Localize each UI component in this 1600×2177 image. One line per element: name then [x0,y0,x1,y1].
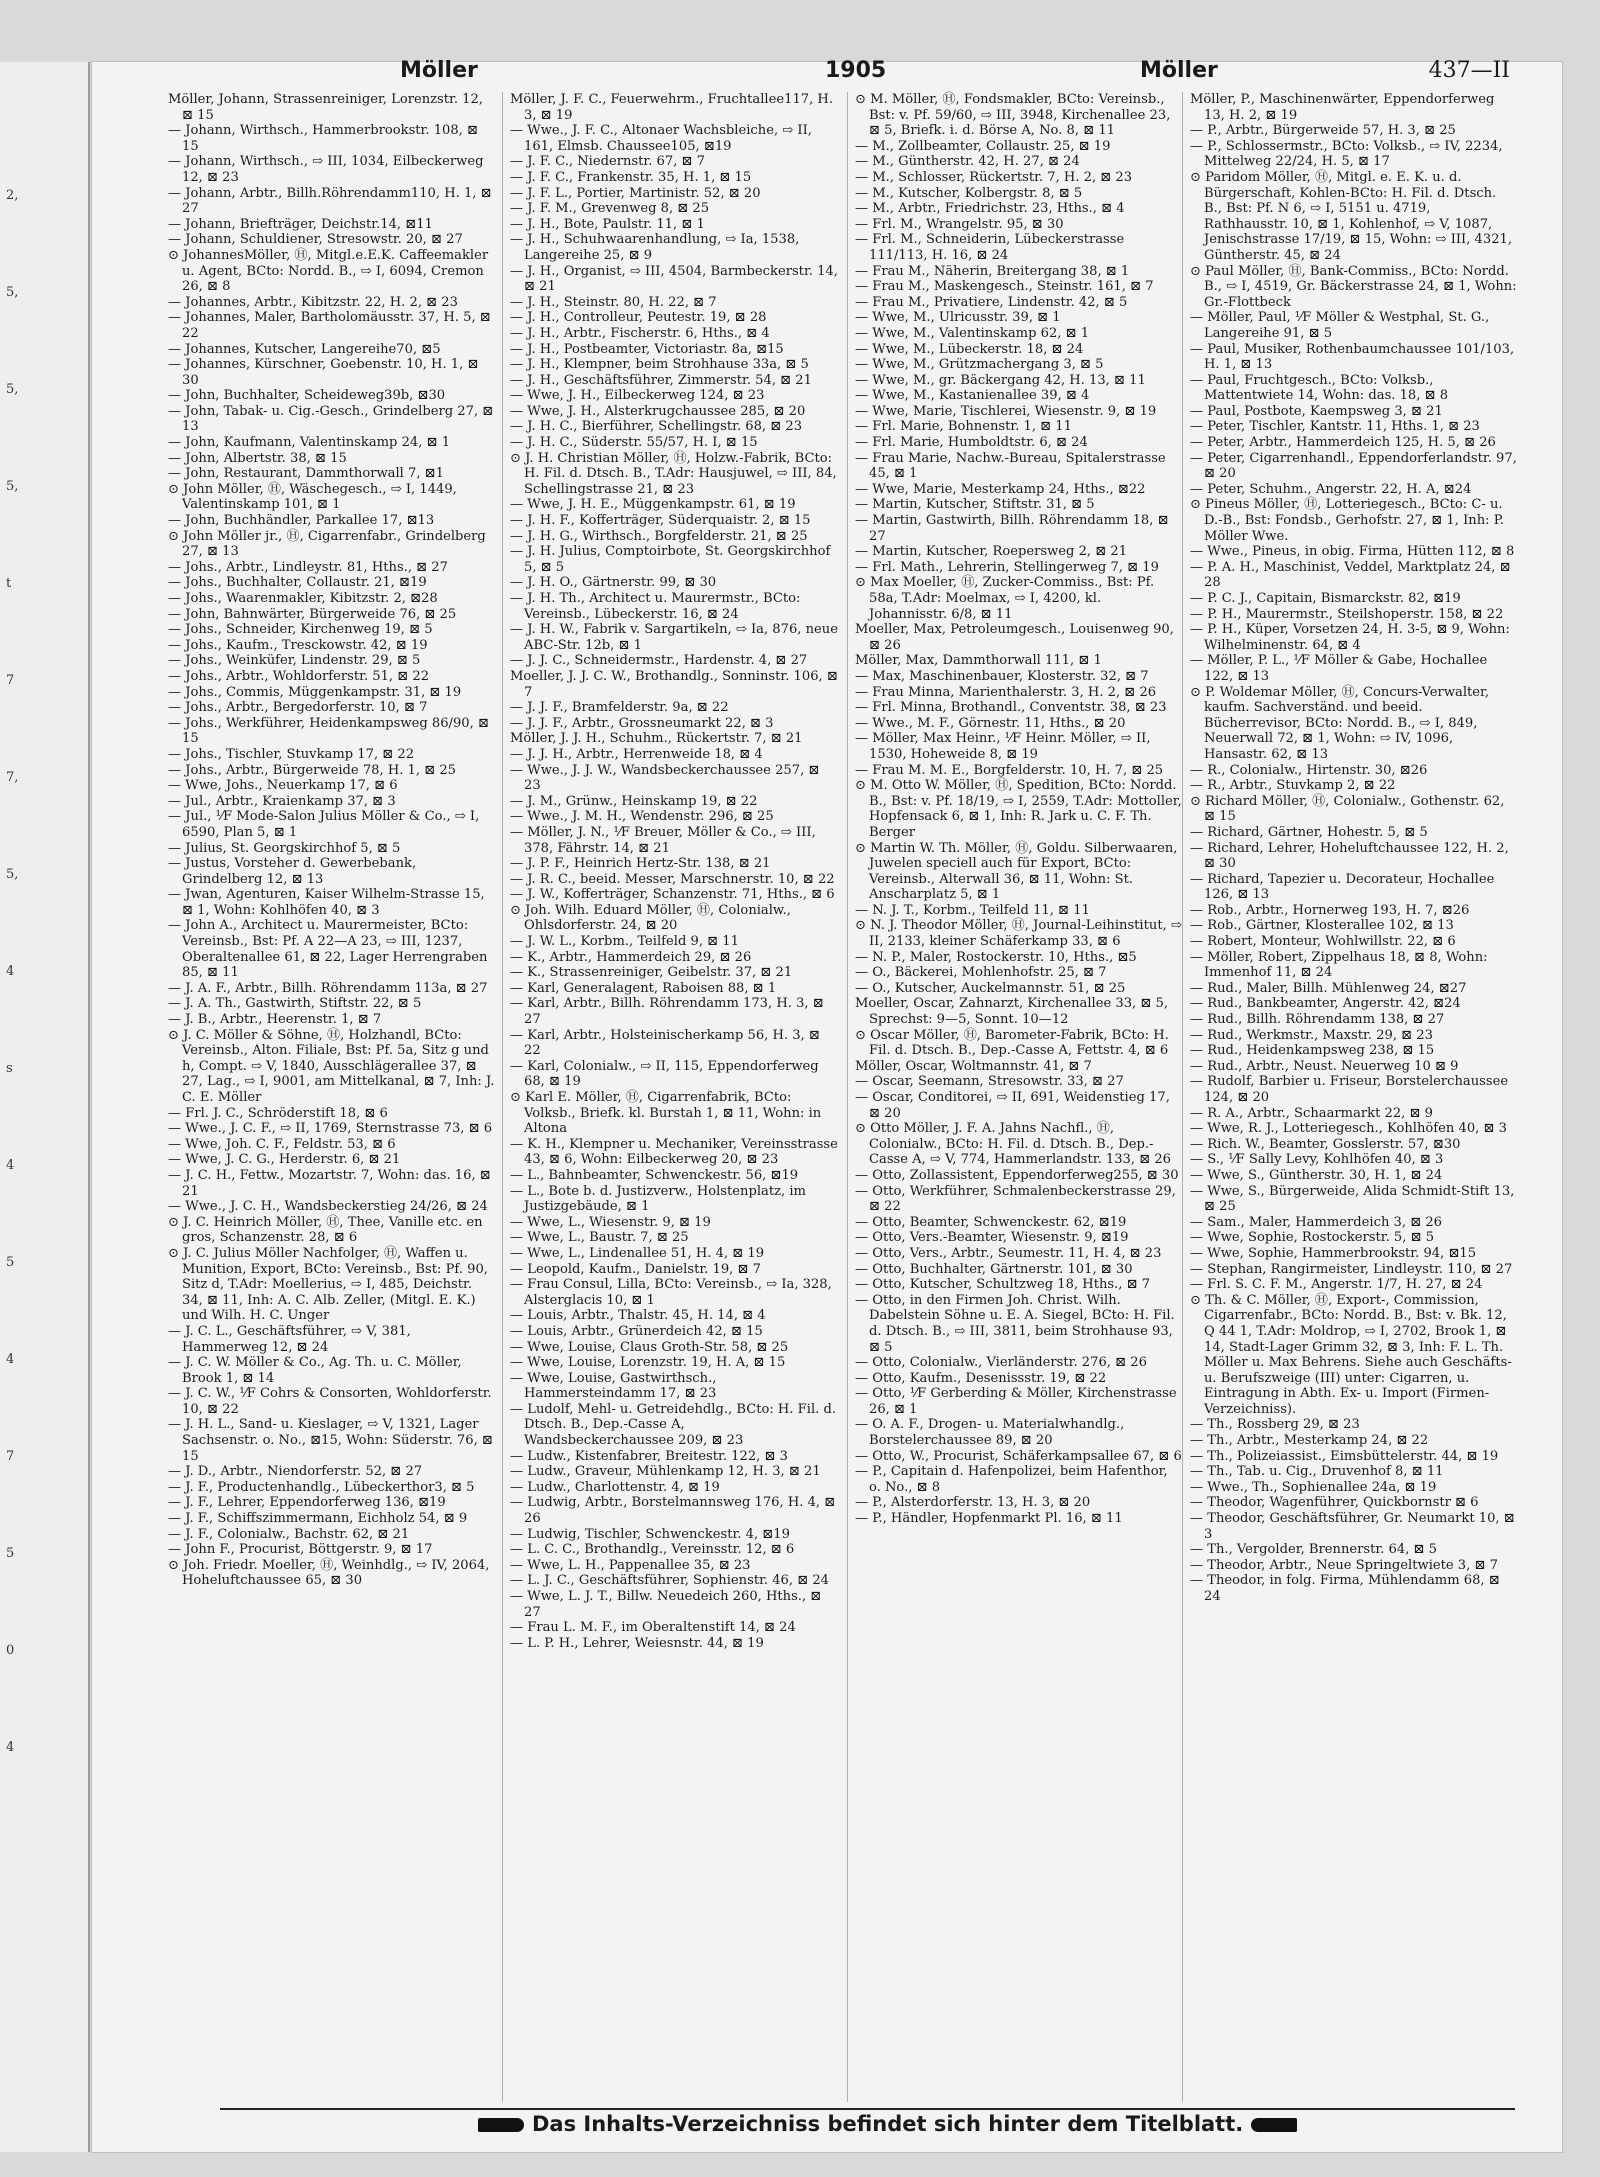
directory-entry: — Wwe, M., gr. Bäckergang 42, H. 13, ⊠ 11 [855,372,1146,388]
directory-entry: — John A., Architect u. Maurermeister, BCto: Vereinsb., Bst: Pf. A 22—A 23, ⇨ III, 1237, Oberaltenallee 61, ⊠ 22, Lager Herrengraben 85, ⊠ 11 [168,918,488,981]
directory-entry: — Th., Polizeiassist., Eimsbüttelerstr. 44, ⊠ 19 [1190,1448,1499,1464]
directory-entry: — Oscar, Conditorei, ⇨ II, 691, Weidenstieg 17, ⊠ 20 [855,1090,1170,1121]
directory-entry: — Frau Minna, Marienthalerstr. 3, H. 2, ⊠ 26 [855,684,1157,700]
directory-entry: — Rud., Heidenkampsweg 238, ⊠ 15 [1190,1043,1435,1059]
directory-entry: — Ludw., Graveur, Mühlenkamp 12, H. 3, ⊠ 21 [510,1464,821,1480]
directory-entry: — Johs., Commis, Müggenkampstr. 31, ⊠ 19 [168,684,462,700]
directory-entry: — Johs., Arbtr., Bürgerweide 78, H. 1, ⊠ 25 [168,762,457,778]
directory-entry: — N. P., Maler, Rostockerstr. 10, Hths., ⊠5 [855,949,1137,965]
directory-entry: — Möller, Max Heinr., ⅟F Heinr. Möller, ⇨ II, 1530, Hoheweide 8, ⊠ 19 [855,731,1151,762]
directory-entry: — J. C. W., ⅟F Cohrs & Consorten, Wohldorferstr. 10, ⊠ 22 [168,1386,492,1417]
directory-entry: — P. H., Küper, Vorsetzen 24, H. 3-5, ⊠ 9, Wohn: Wilhelminenstr. 64, ⊠ 4 [1190,622,1510,653]
directory-entry: — Rudolf, Barbier u. Friseur, Borstelerchaussee 124, ⊠ 20 [1190,1074,1509,1105]
directory-entry: — P., Alsterdorferstr. 13, H. 3, ⊠ 20 [855,1495,1091,1511]
directory-entry: — Martin, Kutscher, Roepersweg 2, ⊠ 21 [855,544,1128,560]
directory-entry: — Frl. J. C., Schröderstift 18, ⊠ 6 [168,1105,388,1121]
directory-entry: ⊙ Oscar Möller, Ⓗ, Barometer-Fabrik, BCto: H. Fil. d. Dtsch. B., Dep.-Casse A, Fettstr. 4, ⊠ 6 [855,1027,1169,1059]
directory-entry: — Karl, Arbtr., Billh. Röhrendamm 173, H. 3, ⊠ 27 [510,996,824,1028]
directory-entry: — Richard, Gärtner, Hohestr. 5, ⊠ 5 [1190,824,1428,840]
directory-entry: — John, Kaufmann, Valentinskamp 24, ⊠ 1 [168,435,451,451]
directory-entry: — J. H. Th., Architect u. Maurermstr., BCto: Vereinsb., Lübeckerstr. 16, ⊠ 24 [510,591,801,622]
directory-entry: — John F., Procurist, Böttgerstr. 9, ⊠ 17 [168,1542,433,1558]
directory-entry: — J. H. C., Bierführer, Schellingstr. 68, ⊠ 23 [510,419,803,435]
margin-fragment: 5, [6,867,19,882]
directory-entry: — Johs., Arbtr., Wohldorferstr. 51, ⊠ 22 [168,668,430,684]
directory-entry: ⊙ John Möller jr., Ⓗ, Cigarrenfabr., Grindelberg 27, ⊠ 13 [168,528,486,560]
directory-entry: — J. W. L., Korbm., Teilfeld 9, ⊠ 11 [510,934,739,950]
directory-entry: — Ludwig, Tischler, Schwenckestr. 4, ⊠19 [510,1526,790,1542]
directory-entry: — Wwe, M., Kastanienallee 39, ⊠ 4 [855,388,1090,404]
directory-entry: — Wwe, S., Güntherstr. 30, H. 1, ⊠ 24 [1190,1167,1443,1183]
directory-entry: — J. A. F., Arbtr., Billh. Röhrendamm 113a, ⊠ 27 [168,980,488,996]
directory-entry: — Wwe, M., Lübeckerstr. 18, ⊠ 24 [855,341,1084,357]
directory-entry: — John, Buchhalter, Scheideweg39b, ⊠30 [168,388,446,404]
margin-fragment: 4 [6,1740,15,1755]
directory-entry: — Jul., Arbtr., Kraienkamp 37, ⊠ 3 [168,793,396,809]
directory-entry: — Richard, Lehrer, Hoheluftchaussee 122, H. 2, ⊠ 30 [1190,840,1509,872]
directory-entry: — Möller, J. N., ⅟F Breuer, Möller & Co., ⇨ III, 378, Fährstr. 14, ⊠ 21 [510,824,816,856]
directory-entry: ⊙ JohannesMöller, Ⓗ, Mitgl.e.E.K. Caffeemakler u. Agent, BCto: Nordd. B., ⇨ I, 6094, Cremon 26, ⊠ 8 [168,247,489,295]
directory-entry: — J. F. M., Grevenweg 8, ⊠ 25 [510,201,710,217]
directory-entry: — J. J. F., Bramfelderstr. 9a, ⊠ 22 [510,700,729,716]
page-number: 437—II [1428,58,1510,83]
directory-entry: — J. H., Controlleur, Peutestr. 19, ⊠ 28 [510,310,767,326]
directory-entry: — Otto, Colonialw., Vierländerstr. 276, ⊠ 26 [855,1355,1147,1371]
directory-entry: — Wwe., J. F. C., Altonaer Wachsbleiche, ⇨ II, 161, Elmsb. Chaussee105, ⊠19 [510,123,812,154]
directory-entry: — J. H., Postbeamter, Victoriastr. 8a, ⊠15 [510,341,784,357]
directory-entry: — J. F. L., Portier, Martinistr. 52, ⊠ 20 [510,185,761,201]
margin-fragment: 5 [6,1255,15,1270]
footer-rule [220,2108,1515,2110]
directory-entry: — Peter, Arbtr., Hammerdeich 125, H. 5, ⊠ 26 [1190,435,1496,451]
margin-fragment: 7 [6,1449,15,1464]
directory-entry: — Ludwig, Arbtr., Borstelmannsweg 176, H. 4, ⊠ 26 [510,1495,836,1527]
directory-entry: Möller, J. J. H., Schuhm., Rückertstr. 7, ⊠ 21 [510,731,803,747]
directory-entry: — Johannes, Maler, Bartholomäusstr. 37, H. 5, ⊠ 22 [168,310,491,341]
directory-entry: — Frl. Marie, Humboldtstr. 6, ⊠ 24 [855,435,1088,451]
directory-entry: ⊙ Paridom Möller, Ⓗ, Mitgl. e. E. K. u. d. Bürgerschaft, Kohlen-BCto: H. Fil. d. Dtsch. B., Bst: Pf. N 6, ⇨ I, 5151 u. 4719, Rathhausstr. 10, ⊠ 1, Kohlenhof, ⇨ V, 1087, Jenischstrasse 17/19, ⊠ 15, Wohn: ⇨ III, 4321, Güntherstr. 45, ⊠ 24 [1190,169,1513,263]
directory-entry: — K. H., Klempner u. Mechaniker, Vereinsstrasse 43, ⊠ 6, Wohn: Eilbeckerweg 20, ⊠ 23 [510,1136,838,1168]
directory-entry: — Johs., Arbtr., Bergedorferstr. 10, ⊠ 7 [168,700,428,716]
margin-fragment: 5, [6,382,19,397]
directory-entry: — Richard, Tapezier u. Decorateur, Hochallee 126, ⊠ 13 [1190,871,1495,903]
footer-note [470,2112,1305,2136]
directory-entry: — Wwe, L. H., Pappenallee 35, ⊠ 23 [510,1557,751,1573]
directory-entry: — Karl, Arbtr., Holsteinischerkamp 56, H. 3, ⊠ 22 [510,1027,820,1059]
directory-entry: ⊙ J. H. Christian Möller, Ⓗ, Holzw.-Fabrik, BCto: H. Fil. d. Dtsch. B., T.Adr: Hausjuwel, ⇨ III, 84, Schellingstrasse 21, ⊠ 23 [510,450,837,497]
directory-entry: — Julius, St. Georgskirchhof 5, ⊠ 5 [168,840,401,856]
directory-entry: — R., Arbtr., Stuvkamp 2, ⊠ 22 [1190,778,1396,794]
directory-entry: — Rud., Maler, Billh. Mühlenweg 24, ⊠27 [1190,980,1467,996]
footer-text: Das Inhalts-Verzeichniss befindet sich hinter dem Titelblatt. [532,2112,1244,2136]
directory-entry: — Otto, Kaufm., Desenissstr. 19, ⊠ 22 [855,1370,1107,1386]
directory-entry: — Johann, Schuldiener, Stresowstr. 20, ⊠ 27 [168,232,463,248]
directory-entry: — Martin, Gastwirth, Billh. Röhrendamm 18, ⊠ 27 [855,513,1169,544]
directory-entry: Möller, J. F. C., Feuerwehrm., Fruchtallee117, H. 3, ⊠ 19 [510,92,834,123]
directory-entry: — K., Strassenreiniger, Geibelstr. 37, ⊠ 21 [510,965,793,981]
directory-entry: — Johann, Briefträger, Deichstr.14, ⊠11 [168,216,433,232]
directory-entry: — L., Bote b. d. Justizverw., Holstenplatz, im Justizgebäude, ⊠ 1 [510,1183,806,1215]
directory-entry: — L. P. H., Lehrer, Weiesnstr. 44, ⊠ 19 [510,1635,764,1651]
directory-entry: — Karl, Generalagent, Raboisen 88, ⊠ 1 [510,980,777,996]
directory-entry: — Otto, W., Procurist, Schäferkampsallee 67, ⊠ 6 [855,1448,1182,1464]
directory-entry: — Peter, Tischler, Kantstr. 11, Hths. 1, ⊠ 23 [1190,419,1480,435]
directory-entry: — Louis, Arbtr., Thalstr. 45, H. 14, ⊠ 4 [510,1308,766,1324]
directory-entry: — Johannes, Kutscher, Langereihe70, ⊠5 [168,341,441,357]
directory-entry: Moeller, Max, Petroleumgesch., Louisenweg 90, ⊠ 26 [855,622,1174,653]
directory-entry: — Wwe, L., Lindenallee 51, H. 4, ⊠ 19 [510,1245,765,1261]
column-4 [1190,92,1518,1605]
directory-entry: — P., Händler, Hopfenmarkt Pl. 16, ⊠ 11 [855,1511,1123,1527]
directory-entry: ⊙ Joh. Wilh. Eduard Möller, Ⓗ, Colonialw., Ohlsdorferstr. 24, ⊠ 20 [510,902,791,934]
directory-entry: — Wwe, J. H. E., Müggenkampstr. 61, ⊠ 19 [510,497,796,513]
directory-entry: — J. H. F., Kofferträger, Süderquaistr. 2, ⊠ 15 [510,513,811,529]
directory-entry: — L., Bahnbeamter, Schwenckestr. 56, ⊠19 [510,1167,799,1183]
directory-entry: — Wwe, L., Wiesenstr. 9, ⊠ 19 [510,1214,711,1230]
directory-entry: ⊙ Martin W. Th. Möller, Ⓗ, Goldu. Silberwaaren, Juwelen speciell auch für Export, BCto: Vereinsb., Alterwall 36, ⊠ 11, Wohn: St. Anscharplatz 5, ⊠ 1 [855,840,1178,903]
directory-entry: Möller, P., Maschinenwärter, Eppendorferweg 13, H. 2, ⊠ 19 [1190,92,1495,123]
directory-entry: — J. H. W., Fabrik v. Sargartikeln, ⇨ Ia, 876, neue ABC-Str. 12b, ⊠ 1 [510,622,838,653]
directory-entry: — Jwan, Agenturen, Kaiser Wilhelm-Strasse 15, ⊠ 1, Wohn: Kohlhöfen 40, ⊠ 3 [168,887,485,918]
directory-entry: — P. A. H., Maschinist, Veddel, Marktplatz 24, ⊠ 28 [1190,559,1511,591]
directory-entry: — Wwe, Louise, Gastwirthsch., Hammersteindamm 17, ⊠ 23 [510,1370,717,1402]
directory-entry: — P., Arbtr., Bürgerweide 57, H. 3, ⊠ 25 [1190,123,1456,139]
directory-entry: — Otto, Kutscher, Schultzweg 18, Hths., ⊠ 7 [855,1277,1151,1293]
directory-entry: — J. D., Arbtr., Niendorferstr. 52, ⊠ 27 [168,1464,423,1480]
directory-entry: — Frau M., Maskengesch., Steinstr. 161, ⊠ 7 [855,279,1154,295]
directory-entry: ⊙ J. C. Julius Möller Nachfolger, Ⓗ, Waffen u. Munition, Export, BCto: Vereinsb., Bst: Pf. 90, Sitz d, T.Adr: Moellerius, ⇨ I, 485, Deichstr. 34, ⊠ 11, Inh: A. C. Alb. Zeller, (Mitgl. E. K.) und Wilh. H. C. Unger [168,1245,488,1324]
directory-entry: — Ludw., Kistenfabrer, Breitestr. 122, ⊠ 3 [510,1448,788,1464]
directory-entry: — O., Bäckerei, Mohlenhofstr. 25, ⊠ 7 [855,965,1107,981]
directory-entry: ⊙ N. J. Theodor Möller, Ⓗ, Journal-Leihinstitut, ⇨ II, 2133, kleiner Schäferkamp 33, ⊠ 6 [855,918,1182,950]
directory-entry: — P. C. J., Capitain, Bismarckstr. 82, ⊠19 [1190,591,1461,606]
directory-entry: — Frau L. M. F., im Oberaltenstift 14, ⊠ 24 [510,1620,796,1636]
directory-entry: — Johs., Kaufm., Tresckowstr. 42, ⊠ 19 [168,637,428,653]
directory-entry: ⊙ Otto Möller, J. F. A. Jahns Nachfl., Ⓗ, Colonialw., BCto: H. Fil. d. Dtsch. B., Dep.-Casse A, ⇨ V, 774, Hammerlandstr. 133, ⊠ 26 [855,1121,1172,1168]
directory-entry: — Johs., Waarenmakler, Kibitzstr. 2, ⊠28 [168,591,438,606]
directory-entry: — Paul, Musiker, Rothenbaumchaussee 101/103, H. 1, ⊠ 13 [1190,341,1515,373]
header-left: Möller [400,58,478,83]
directory-entry: — M., Schlosser, Rückertstr. 7, H. 2, ⊠ 23 [855,169,1133,185]
directory-entry: — Frl. Math., Lehrerin, Stellingerweg 7, ⊠ 19 [855,559,1159,575]
directory-entry: — Johannes, Arbtr., Kibitzstr. 22, H. 2, ⊠ 23 [168,294,458,310]
directory-entry: — Wwe, Marie, Mesterkamp 24, Hths., ⊠22 [855,481,1146,497]
directory-entry: — J. F. C., Niedernstr. 67, ⊠ 7 [510,154,706,170]
directory-entry: — Frl. Minna, Brothandl., Conventstr. 38, ⊠ 23 [855,700,1167,716]
directory-entry: — Martin, Kutscher, Stiftstr. 31, ⊠ 5 [855,497,1095,513]
directory-entry: — S., ⅟F Sally Levy, Kohlhöfen 40, ⊠ 3 [1190,1152,1444,1168]
directory-entry: — J. J. F., Arbtr., Grossneumarkt 22, ⊠ 3 [510,715,774,731]
directory-entry: — Johs., Arbtr., Lindleystr. 81, Hths., ⊠ 27 [168,559,448,575]
directory-entry: — Theodor, Arbtr., Neue Springeltwiete 3, ⊠ 7 [1190,1557,1498,1573]
previous-page-edge [0,62,90,2152]
directory-entry: — Leopold, Kaufm., Danielstr. 19, ⊠ 7 [510,1261,761,1277]
directory-entry: — J. C. L., Geschäftsführer, ⇨ V, 381, Hammerweg 12, ⊠ 24 [168,1323,411,1355]
directory-entry: — Johann, Wirthsch., Hammerbrookstr. 108, ⊠ 15 [168,123,478,154]
directory-entry: — Johannes, Kürschner, Goebenstr. 10, H. 1, ⊠ 30 [168,357,479,388]
directory-entry: — Frl. S. C. F. M., Angerstr. 1/7, H. 27, ⊠ 24 [1190,1277,1483,1293]
directory-entry: — J. F., Productenhandlg., Lübeckerthor3, ⊠ 5 [168,1479,475,1495]
margin-fragment: 5, [6,479,19,494]
directory-entry: — J. H., Arbtr., Fischerstr. 6, Hths., ⊠ 4 [510,325,770,341]
directory-entry: — Otto, ⅟F Gerberding & Möller, Kirchenstrasse 26, ⊠ 1 [855,1386,1177,1417]
directory-entry: — Wwe, R. J., Lotteriegesch., Kohlhöfen 40, ⊠ 3 [1190,1121,1507,1137]
column-3 [855,92,1183,1527]
directory-entry: — John, Bahnwärter, Bürgerweide 76, ⊠ 25 [168,606,457,622]
directory-entry: — Oscar, Seemann, Stresowstr. 33, ⊠ 27 [855,1074,1124,1090]
directory-entry: — Wwe, M., Valentinskamp 62, ⊠ 1 [855,325,1090,341]
directory-entry: — J. H. L., Sand- u. Kieslager, ⇨ V, 1321, Lager Sachsenstr. o. No., ⊠15, Wohn: Süderstr. 76, ⊠ 15 [168,1417,493,1464]
directory-entry: — Rud., Billh. Röhrendamm 138, ⊠ 27 [1190,1012,1445,1028]
directory-entry: — N. J. T., Korbm., Teilfeld 11, ⊠ 11 [855,902,1090,918]
directory-entry: — Otto, Vers.-Beamter, Wiesenstr. 9, ⊠19 [855,1230,1129,1246]
directory-entry: — Wwe, J. C. G., Herderstr. 6, ⊠ 21 [168,1152,401,1168]
directory-entry: — Rud., Arbtr., Neust. Neuerweg 10 ⊠ 9 [1190,1058,1459,1074]
directory-entry: — Rich. W., Beamter, Gosslerstr. 57, ⊠30 [1190,1136,1461,1152]
directory-entry: ⊙ J. C. Heinrich Möller, Ⓗ, Thee, Vanille etc. en gros, Schanzenstr. 28, ⊠ 6 [168,1214,483,1246]
directory-entry: — J. H. G., Wirthsch., Borgfelderstr. 21, ⊠ 25 [510,528,808,544]
directory-entry: — Wwe, M., Grützmachergang 3, ⊠ 5 [855,357,1104,373]
column-divider [502,92,503,2102]
margin-fragment: t [6,576,12,591]
directory-entry: ⊙ Max Moeller, Ⓗ, Zucker-Commiss., Bst: Pf. 58a, T.Adr: Moelmax, ⇨ I, 4200, kl. Johannisstr. 6/8, ⊠ 11 [855,575,1155,622]
directory-entry: — John, Restaurant, Dammthorwall 7, ⊠1 [168,466,444,482]
directory-entry: — Wwe., M. F., Görnestr. 11, Hths., ⊠ 20 [855,715,1126,731]
directory-entry: Möller, Max, Dammthorwall 111, ⊠ 1 [855,653,1102,669]
directory-entry: — M., Arbtr., Friedrichstr. 23, Hths., ⊠ 4 [855,201,1125,217]
directory-entry: — R. A., Arbtr., Schaarmarkt 22, ⊠ 9 [1190,1105,1433,1121]
directory-entry: — P. H., Maurermstr., Steilshoperstr. 158, ⊠ 22 [1190,606,1504,622]
directory-entry: — Wwe, Marie, Tischlerei, Wiesenstr. 9, ⊠ 19 [855,403,1157,419]
directory-entry: — Frau M. M. E., Borgfelderstr. 10, H. 7, ⊠ 25 [855,762,1164,778]
directory-entry: ⊙ John Möller, Ⓗ, Wäschegesch., ⇨ I, 1449, Valentinskamp 101, ⊠ 1 [168,481,457,513]
directory-entry: — Rud., Bankbeamter, Angerstr. 42, ⊠24 [1190,996,1461,1012]
directory-entry: — Wwe, L., Baustr. 7, ⊠ 25 [510,1230,689,1246]
margin-fragment: 4 [6,1158,15,1173]
directory-entry: ⊙ Karl E. Möller, Ⓗ, Cigarrenfabrik, BCto: Volksb., Briefk. kl. Burstah 1, ⊠ 11, Wohn: in Altona [510,1090,822,1137]
page-header [160,58,1510,84]
directory-entry: — Otto, Beamter, Schwenckestr. 62, ⊠19 [855,1214,1127,1230]
directory-entry: — J. H., Steinstr. 80, H. 22, ⊠ 7 [510,294,717,310]
margin-fragment: 4 [6,1352,15,1367]
margin-fragment: 7 [6,673,15,688]
directory-entry: — Theodor, in folg. Firma, Mühlendamm 68, ⊠ 24 [1190,1573,1500,1604]
directory-entry: — P., Capitain d. Hafenpolizei, beim Hafenthor, o. No., ⊠ 8 [855,1464,1168,1495]
margin-fragment: 2, [6,188,19,203]
directory-entry: — Johs., Tischler, Stuvkamp 17, ⊠ 22 [168,746,415,762]
directory-entry: — J. P. F., Heinrich Hertz-Str. 138, ⊠ 21 [510,856,771,872]
directory-entry: — J. B., Arbtr., Heerenstr. 1, ⊠ 7 [168,1012,382,1028]
directory-entry: — J. H., Klempner, beim Strohhause 33a, ⊠ 5 [510,357,809,373]
directory-entry: — Justus, Vorsteher d. Gewerbebank, Grindelberg 12, ⊠ 13 [168,856,417,887]
directory-entry: — Wwe, Sophie, Rostockerstr. 5, ⊠ 5 [1190,1230,1435,1246]
directory-entry: — Theodor, Wagenführer, Quickbornstr ⊠ 6 [1190,1495,1479,1511]
directory-entry: — Möller, P. L., ⅟F Möller & Gabe, Hochallee 122, ⊠ 13 [1190,653,1488,684]
directory-entry: — J. H., Schuhwaarenhandlung, ⇨ Ia, 1538, Langereihe 25, ⊠ 9 [510,232,800,263]
directory-entry: ⊙ Joh. Friedr. Moeller, Ⓗ, Weinhdlg., ⇨ IV, 2064, Hoheluftchaussee 65, ⊠ 30 [168,1557,490,1589]
directory-entry: — Wwe, J. H., Alsterkrugchaussee 285, ⊠ 20 [510,403,806,419]
directory-entry: — Paul, Postbote, Kaempsweg 3, ⊠ 21 [1190,403,1443,419]
directory-entry: — L. J. C., Geschäftsführer, Sophienstr. 46, ⊠ 24 [510,1573,830,1589]
directory-entry: — Th., Arbtr., Mesterkamp 24, ⊠ 22 [1190,1433,1429,1449]
directory-entry: — Th., Tab. u. Cig., Druvenhof 8, ⊠ 11 [1190,1464,1444,1480]
directory-entry: — Otto, Zollassistent, Eppendorferweg255, ⊠ 30 [855,1167,1179,1183]
directory-entry: ⊙ Richard Möller, Ⓗ, Colonialw., Gothenstr. 62, ⊠ 15 [1190,793,1505,825]
directory-entry: — L. C. C., Brothandlg., Vereinsstr. 12, ⊠ 6 [510,1542,795,1558]
directory-entry: — Wwe, Louise, Claus Groth-Str. 58, ⊠ 25 [510,1339,789,1355]
directory-entry: — O., Kutscher, Auckelmannstr. 51, ⊠ 25 [855,980,1126,996]
directory-entry: — Rud., Werkmstr., Maxstr. 29, ⊠ 23 [1190,1027,1433,1043]
directory-entry: Moeller, J. J. C. W., Brothandlg., Sonninstr. 106, ⊠ 7 [510,668,838,700]
directory-entry: — Jul., ⅟F Mode-Salon Julius Möller & Co., ⇨ I, 6590, Plan 5, ⊠ 1 [168,809,480,840]
directory-entry: — Wwe., J. M. H., Wendenstr. 296, ⊠ 25 [510,809,774,825]
directory-entry: — J. R. C., beeid. Messer, Marschnerstr. 10, ⊠ 22 [510,871,835,887]
directory-entry: — J. A. Th., Gastwirth, Stiftstr. 22, ⊠ 5 [168,996,422,1012]
directory-entry: — Louis, Arbtr., Grünerdeich 42, ⊠ 15 [510,1323,763,1339]
directory-entry: — Wwe, Sophie, Hammerbrookstr. 94, ⊠15 [1190,1245,1477,1261]
directory-entry: — J. C. W. Möller & Co., Ag. Th. u. C. Möller, Brook 1, ⊠ 14 [168,1355,462,1386]
margin-fragment: 5, [6,285,19,300]
directory-entry: — J. H., Geschäftsführer, Zimmerstr. 54, ⊠ 21 [510,372,812,388]
column-divider [1182,92,1183,2102]
directory-entry: — Wwe, Louise, Lorenzstr. 19, H. A, ⊠ 15 [510,1355,786,1371]
margin-fragment: s [6,1061,13,1076]
column-2 [510,92,838,1651]
directory-entry: — Frau M., Privatiere, Lindenstr. 42, ⊠ 5 [855,294,1128,310]
directory-entry: — Wwe, Johs., Neuerkamp 17, ⊠ 6 [168,778,398,794]
directory-entry: — J. H. O., Gärtnerstr. 99, ⊠ 30 [510,575,717,591]
margin-fragment: 0 [6,1643,15,1658]
directory-entry: — J. J. H., Arbtr., Herrenweide 18, ⊠ 4 [510,746,763,762]
directory-entry: — Johs., Weinküfer, Lindenstr. 29, ⊠ 5 [168,653,421,669]
directory-entry: — Peter, Schuhm., Angerstr. 22, H. A, ⊠24 [1190,481,1472,497]
directory-entry: — J. J. C., Schneidermstr., Hardenstr. 4, ⊠ 27 [510,653,808,669]
directory-entry: — M., Güntherstr. 42, H. 27, ⊠ 24 [855,154,1080,170]
directory-entry: — Wwe, L. J. T., Billw. Neuedeich 260, Hths., ⊠ 27 [510,1589,822,1620]
margin-fragment: 4 [6,964,15,979]
directory-entry: ⊙ Pineus Möller, Ⓗ, Lotteriegesch., BCto: C- u. D.-B., Bst: Fondsb., Gerhofstr. 27, ⊠ 1, Inh: P. Möller Wwe. [1190,497,1505,544]
directory-entry: Möller, Johann, Strassenreiniger, Lorenzstr. 12, ⊠ 15 [168,92,483,123]
directory-entry: — M., Kutscher, Kolbergstr. 8, ⊠ 5 [855,185,1083,201]
directory-entry: — Stephan, Rangirmeister, Lindleystr. 110, ⊠ 27 [1190,1261,1513,1277]
directory-entry: — Wwe., J. C. H., Wandsbeckerstieg 24/26, ⊠ 24 [168,1199,488,1215]
directory-entry: ⊙ J. C. Möller & Söhne, Ⓗ, Holzhandl, BCto: Vereinsb., Alton. Filiale, Bst: Pf. 5a, Sitz g und h, Compt. ⇨ V, 1840, Ausschlägerallee 37, ⊠ 27, Lag., ⇨ I, 9001, am Mittelkanal, ⊠ 7, Inh: J. C. E. Möller [168,1027,495,1105]
directory-entry: — Theodor, Geschäftsführer, Gr. Neumarkt 10, ⊠ 3 [1190,1511,1515,1542]
directory-entry: — Frl. M., Schneiderin, Lübeckerstrasse 111/113, H. 16, ⊠ 24 [855,232,1125,263]
directory-entry: — J. F., Schiffszimmermann, Eichholz 54, ⊠ 9 [168,1511,468,1527]
directory-entry: — Johs., Werkführer, Heidenkampsweg 86/90, ⊠ 15 [168,715,489,747]
directory-entry: — Sam., Maler, Hammerdeich 3, ⊠ 26 [1190,1214,1442,1230]
directory-entry: — M., Zollbeamter, Collaustr. 25, ⊠ 19 [855,138,1111,154]
margin-fragment: 7, [6,770,19,785]
directory-entry: — Johs., Buchhalter, Collaustr. 21, ⊠19 [168,575,427,591]
directory-entry: — Wwe., Th., Sophienallee 24a, ⊠ 19 [1190,1479,1437,1495]
directory-entry: — Wwe, S., Bürgerweide, Alida Schmidt-Stift 13, ⊠ 25 [1190,1183,1515,1215]
directory-entry: ⊙ Paul Möller, Ⓗ, Bank-Commiss., BCto: Nordd. B., ⇨ I, 4519, Gr. Bäckerstrasse 24, ⊠ 1, Wohn: Gr.-Flottbeck [1190,263,1517,310]
directory-entry: — P., Schlossermstr., BCto: Volksb., ⇨ IV, 2234, Mittelweg 22/24, H. 5, ⊠ 17 [1190,138,1503,170]
directory-entry: — O. A. F., Drogen- u. Materialwhandlg., Borstelerchaussee 89, ⊠ 20 [855,1417,1125,1449]
directory-entry: — Johs., Schneider, Kirchenweg 19, ⊠ 5 [168,622,433,638]
directory-entry: — John, Tabak- u. Cig.-Gesch., Grindelberg 27, ⊠ 13 [168,403,494,435]
directory-entry: — Frl. Marie, Bohnenstr. 1, ⊠ 11 [855,419,1072,435]
directory-entry: — Peter, Cigarrenhandl., Eppendorferlandstr. 97, ⊠ 20 [1190,450,1517,482]
directory-entry: — Rob., Gärtner, Klosterallee 102, ⊠ 13 [1190,918,1454,934]
directory-entry: — Th., Rossberg 29, ⊠ 23 [1190,1417,1360,1433]
directory-entry: Möller, Oscar, Woltmannstr. 41, ⊠ 7 [855,1058,1092,1074]
directory-entry: — Karl, Colonialw., ⇨ II, 115, Eppendorferweg 68, ⊠ 19 [510,1058,819,1090]
directory-entry: — Wwe, M., Ulricusstr. 39, ⊠ 1 [855,310,1061,326]
directory-entry: ⊙ M. Möller, Ⓗ, Fondsmakler, BCto: Vereinsb., Bst: v. Pf. 59/60, ⇨ III, 3948, Kirchenallee 23, ⊠ 5, Briefk. i. d. Börse A, No. 8, ⊠ 11 [855,92,1171,139]
directory-entry: — Th., Vergolder, Brennerstr. 64, ⊠ 5 [1190,1542,1437,1558]
header-right: Möller [1140,58,1218,83]
directory-entry: — J. H. C., Süderstr. 55/57, H. I, ⊠ 15 [510,435,758,451]
directory-entry: ⊙ P. Woldemar Möller, Ⓗ, Concurs-Verwalter, kaufm. Sachverständ. und beeid. Bücherrevisor, BCto: Nordd. B., ⇨ I, 849, Neuerwall 72, ⊠ 1, Wohn: ⇨ IV, 1096, Hansastr. 62, ⊠ 13 [1190,684,1490,762]
directory-entry: — R., Colonialw., Hirtenstr. 30, ⊠26 [1190,762,1428,778]
directory-entry: — John, Albertstr. 38, ⊠ 15 [168,450,347,466]
directory-entry: — Wwe., J. C. F., ⇨ II, 1769, Sternstrasse 73, ⊠ 6 [168,1121,493,1137]
directory-entry: — Johann, Arbtr., Billh.Röhrendamm110, H. 1, ⊠ 27 [168,185,492,217]
directory-entry: — Wwe., Pineus, in obig. Firma, Hütten 112, ⊠ 8 [1190,544,1515,560]
directory-entry: — Frau Marie, Nachw.-Bureau, Spitalerstrasse 45, ⊠ 1 [855,450,1166,482]
directory-entry: — Frau M., Näherin, Breitergang 38, ⊠ 1 [855,263,1130,279]
directory-entry: — J. H., Bote, Paulstr. 11, ⊠ 1 [510,216,705,232]
directory-entry: — Ludw., Charlottenstr. 4, ⊠ 19 [510,1479,720,1495]
pointing-hand-icon [1251,2118,1297,2132]
directory-entry: ⊙ Th. & C. Möller, Ⓗ, Export-, Commission, Cigarrenfabr., BCto: Nordd. B., Bst: v. Bk. 12, Q 44 1, T.Adr: Moldrop, ⇨ I, 2702, Brook 1, ⊠ 14, Stadt-Lager Grimm 32, ⊠ 3, Inh: F. L. Th. Möller u. Max Behrens. Siehe auch Geschäfts- u. Berufszweige (III) unter: Cigarren, u. Eintragung in Abth. Ex- u. Import (Firmen-Verzeichniss). [1190,1292,1512,1417]
directory-entry: ⊙ M. Otto W. Möller, Ⓗ, Spedition, BCto: Nordd. B., Bst: v. Pf. 18/19, ⇨ I, 2559, T.Adr: Mottoller, Hopfensack 6, ⊠ 1, Inh: R. Jark u. C. F. Th. Berger [855,778,1182,840]
directory-entry: — Wwe., J. J. W., Wandsbeckerchaussee 257, ⊠ 23 [510,762,820,794]
directory-entry: — J. W., Kofferträger, Schanzenstr. 71, Hths., ⊠ 6 [510,887,835,903]
directory-entry: — J. F., Colonialw., Bachstr. 62, ⊠ 21 [168,1526,410,1542]
directory-entry: — Frau Consul, Lilla, BCto: Vereinsb., ⇨ Ia, 328, Alsterglacis 10, ⊠ 1 [510,1277,832,1308]
directory-entry: — J. F. C., Frankenstr. 35, H. 1, ⊠ 15 [510,169,752,185]
directory-entry: — K., Arbtr., Hammerdeich 29, ⊠ 26 [510,949,752,965]
directory-entry: — John, Buchhändler, Parkallee 17, ⊠13 [168,513,435,529]
directory-entry: — Johann, Wirthsch., ⇨ III, 1034, Eilbeckerweg 12, ⊠ 23 [168,154,484,185]
directory-entry: — Frl. M., Wrangelstr. 95, ⊠ 30 [855,216,1064,232]
directory-entry: — Ludolf, Mehl- u. Getreidehdlg., BCto: H. Fil. d. Dtsch. B., Dep.-Casse A, Wandsbeckerchaussee 209, ⊠ 23 [510,1401,837,1449]
directory-entry: — Möller, Paul, ⅟F Möller & Westphal, St. G., Langereihe 91, ⊠ 5 [1190,310,1490,341]
directory-entry: — Robert, Monteur, Wohlwillstr. 22, ⊠ 6 [1190,934,1456,950]
directory-entry: — Paul, Fruchtgesch., BCto: Volksb., Mattentwiete 14, Wohn: das. 18, ⊠ 8 [1190,372,1449,404]
header-year: 1905 [825,58,887,83]
directory-entry: — Möller, Robert, Zippelhaus 18, ⊠ 8, Wohn: Immenhof 11, ⊠ 24 [1190,949,1488,981]
column-1 [168,92,496,1589]
directory-entry: — Otto, Vers., Arbtr., Seumestr. 11, H. 4, ⊠ 23 [855,1245,1162,1261]
directory-entry: — Wwe, Joh. C. F., Feldstr. 53, ⊠ 6 [168,1136,396,1152]
directory-entry: — Max, Maschinenbauer, Klosterstr. 32, ⊠ 7 [855,668,1149,684]
directory-entry: — Otto, Werkführer, Schmalenbeckerstrasse 29, ⊠ 22 [855,1183,1176,1215]
directory-entry: — Wwe, J. H., Eilbeckerweg 124, ⊠ 23 [510,388,765,404]
directory-entry: — J. H. Julius, Comptoirbote, St. Georgskirchhof 5, ⊠ 5 [510,544,831,575]
directory-entry: — J. C. H., Fettw., Mozartstr. 7, Wohn: das. 16, ⊠ 21 [168,1167,491,1199]
pointing-hand-icon [478,2118,524,2132]
directory-entry: — J. M., Grünw., Heinskamp 19, ⊠ 22 [510,793,758,809]
margin-fragment: 5 [6,1546,15,1561]
column-divider [847,92,848,2102]
directory-entry: Moeller, Oscar, Zahnarzt, Kirchenallee 33, ⊠ 5, Sprechst: 9—5, Sonnt. 10—12 [855,996,1168,1028]
directory-entry: — Rob., Arbtr., Hornerweg 193, H. 7, ⊠26 [1190,902,1470,918]
directory-entry: — Otto, in den Firmen Joh. Christ. Wilh. Dabelstein Söhne u. E. A. Siegel, BCto: H. Fil. d. Dtsch. B., ⇨ III, 3811, beim Strohhause 93, ⊠ 5 [855,1292,1175,1355]
directory-entry: — J. F., Lehrer, Eppendorferweg 136, ⊠19 [168,1495,446,1511]
directory-entry: — J. H., Organist, ⇨ III, 4504, Barmbeckerstr. 14, ⊠ 21 [510,263,838,295]
directory-entry: — Otto, Buchhalter, Gärtnerstr. 101, ⊠ 30 [855,1261,1133,1277]
